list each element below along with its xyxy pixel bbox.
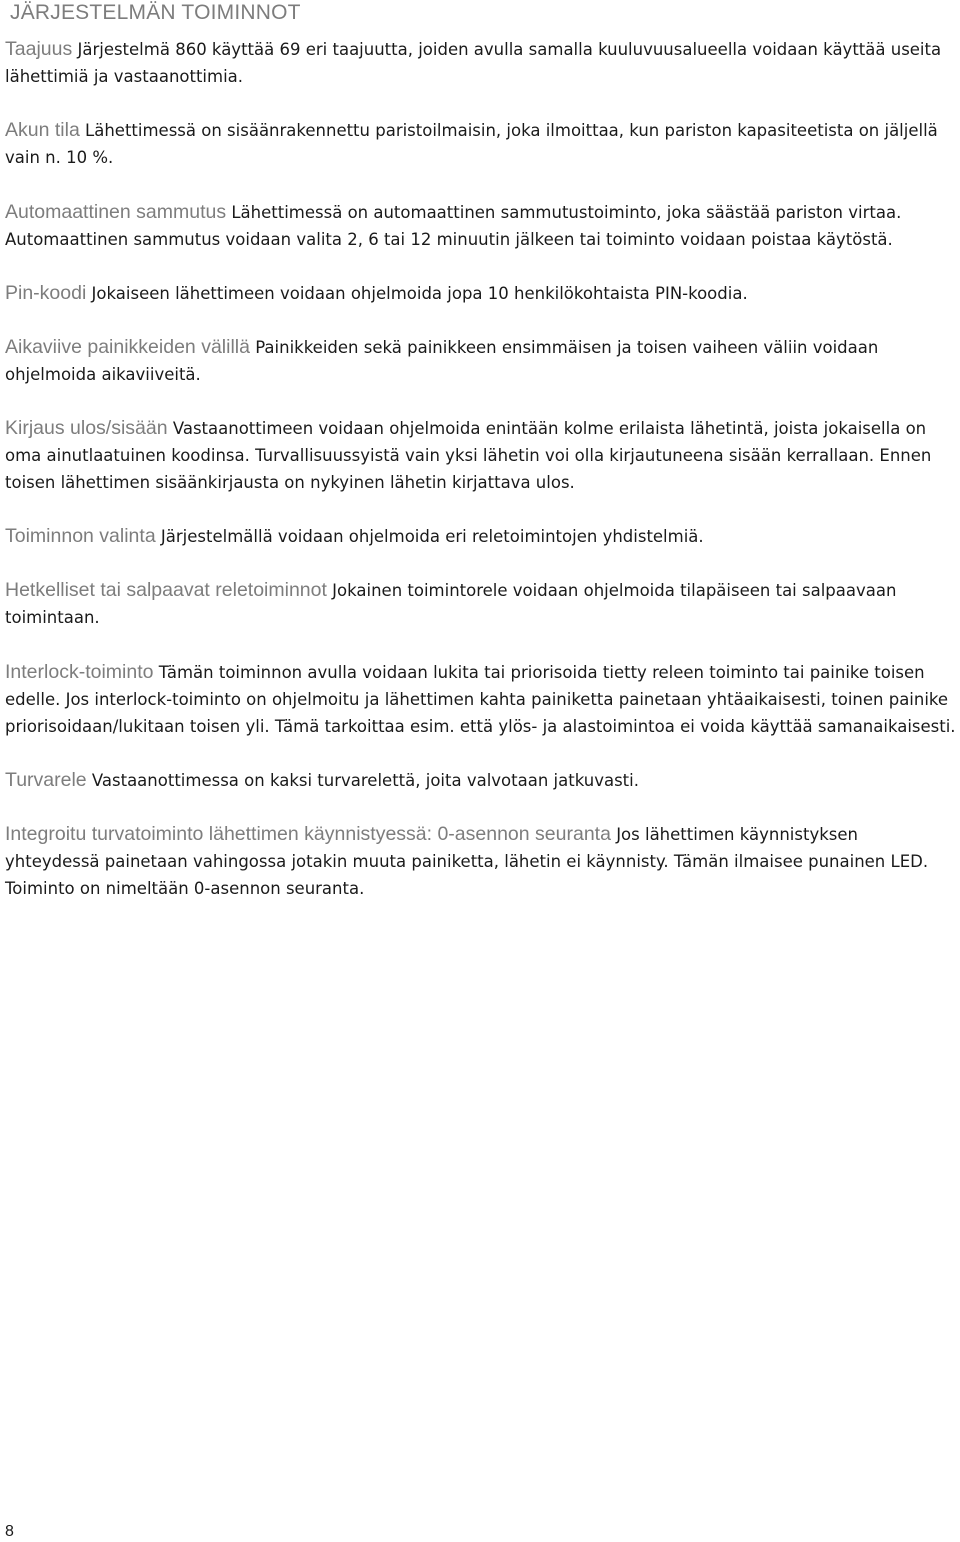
feature-term: Toiminnon valinta: [5, 525, 156, 547]
feature-function-selection: [5, 523, 957, 550]
feature-term: Hetkelliset tai salpaavat reletoiminnot: [5, 579, 327, 601]
feature-frequency: [5, 36, 957, 90]
feature-description: Järjestelmä 860 käyttää 69 eri taajuutta, joiden avulla samalla kuuluvuusalueella voidaan käyttää useita lähettimiä ja vastaanottimia.: [5, 40, 942, 86]
feature-term: Interlock-toiminto: [5, 661, 154, 683]
feature-term: Aikaviive painikkeiden välillä: [5, 336, 250, 358]
page-title: JÄRJESTELMÄN TOIMINNOT: [10, 1, 301, 24]
feature-list: [5, 36, 957, 902]
feature-description: Lähettimessä on automaattinen sammutustoiminto, joka säästää pariston virtaa. Automaattinen sammutus voidaan valita 2, 6 tai 12 minuutin jälkeen tai toiminto voidaan poistaa käytöstä.: [5, 203, 902, 249]
feature-description: Tämän toiminnon avulla voidaan lukita tai priorisoida tietty releen toiminto tai painike toisen edelle. Jos interlock-toiminto on ohjelmoitu ja lähettimen kahta painiketta painetaan yhtäaikaisesti, toinen painike priorisoidaan/lukitaan toisen yli. Tämä tarkoittaa esim. että ylös- ja alastoimintoa ei voida käyttää samanaikaisesti.: [5, 663, 956, 736]
feature-term: Integroitu turvatoiminto lähettimen käynnistyessä: 0-asennon seuranta: [5, 823, 611, 845]
feature-description: Painikkeiden sekä painikkeen ensimmäisen ja toisen vaiheen väliin voidaan ohjelmoida aikaviiveitä.: [5, 338, 879, 384]
feature-safety-relay: [5, 767, 957, 794]
feature-description: Jos lähettimen käynnistyksen yhteydessä painetaan vahingossa jotakin muuta painiketta, lähetin ei käynnisty. Tämän ilmaisee punainen LED. Toiminto on nimeltään 0-asennon seuranta.: [5, 825, 929, 898]
feature-description: Vastaanottimeen voidaan ohjelmoida enintään kolme erilaista lähetintä, joista jokaisella on oma ainutlaatuinen koodinsa. Turvallisuussyistä vain yksi lähetin voi olla kirjautuneena sisään kerrallaan. Ennen toisen lähettimen sisäänkirjausta on nykyinen lähetin kirjattava ulos.: [5, 419, 932, 492]
feature-zero-position-monitoring: [5, 821, 957, 902]
feature-description: Jokainen toimintorele voidaan ohjelmoida tilapäiseen tai salpaavaan toimintaan.: [5, 581, 897, 627]
feature-term: Akun tila: [5, 119, 80, 141]
feature-interlock: [5, 659, 957, 740]
feature-auto-shutdown: [5, 199, 957, 253]
feature-battery-status: [5, 117, 957, 171]
feature-description: Vastaanottimessa on kaksi turvarelettä, joita valvotaan jatkuvasti.: [91, 771, 639, 790]
feature-description: Lähettimessä on sisäänrakennettu paristoilmaisin, joka ilmoittaa, kun pariston kapasiteetista on jäljellä vain n. 10 %.: [5, 121, 938, 167]
feature-description: Järjestelmällä voidaan ohjelmoida eri reletoimintojen yhdistelmiä.: [160, 527, 704, 546]
feature-term: Pin-koodi: [5, 282, 87, 304]
feature-pin-code: [5, 280, 957, 307]
feature-term: Automaattinen sammutus: [5, 201, 227, 223]
feature-button-delay: [5, 334, 957, 388]
page-number: 8: [5, 1523, 14, 1540]
feature-relay-modes: [5, 577, 957, 631]
feature-term: Taajuus: [5, 38, 73, 60]
feature-term: Kirjaus ulos/sisään: [5, 417, 168, 439]
feature-login-logout: [5, 415, 957, 496]
feature-description: Jokaiseen lähettimeen voidaan ohjelmoida jopa 10 henkilökohtaista PIN-koodia.: [91, 284, 748, 303]
feature-term: Turvarele: [5, 769, 87, 791]
